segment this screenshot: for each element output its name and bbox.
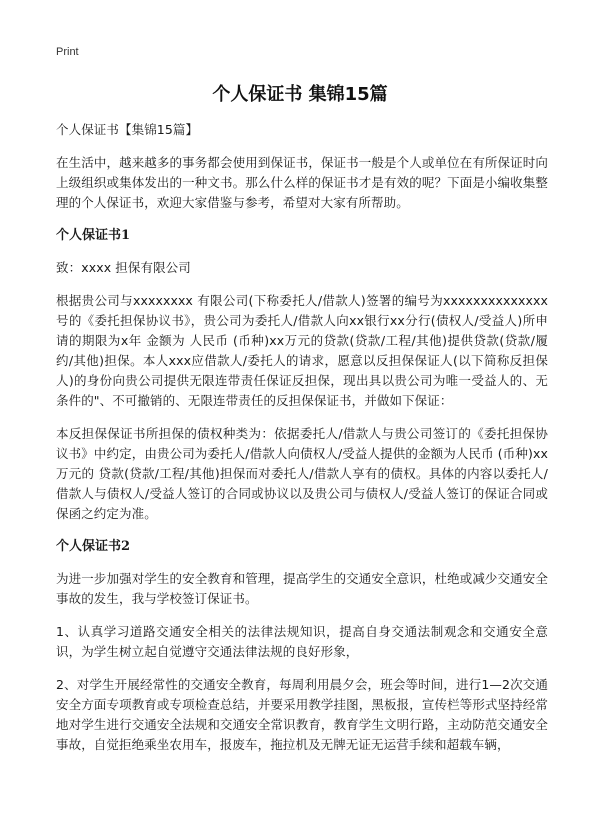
salutation: 致：xxxx 担保有限公司 <box>56 260 191 275</box>
section-heading-2: 个人保证书2 <box>56 539 131 554</box>
section-heading-1: 个人保证书1 <box>56 228 131 243</box>
print-label: Print <box>56 46 79 58</box>
section2-paragraph-2: 1、认真学习道路交通安全相关的法律法规知识，提高自身交通法制观念和交通安全意识，为学生树立起自觉遵守交通法律法规的良好形象， <box>56 624 548 659</box>
page-title: 个人保证书 集锦15篇 <box>212 84 388 105</box>
section2-paragraph-3: 2、对学生开展经常性的交通安全教育，每周利用晨夕会，班会等时间，进行1—2次交通安全方面专项教育或专项检查总结，并要采用教学挂图，黑板报，宣传栏等形式坚持经常地对学生进行交通安全法规和交通安全常识教育，教育学生文明行路，主动防范交通安全事故，自觉拒绝乘坐农用车，报废车，拖拉机及无牌无证无运营手续和超载车辆， <box>56 677 548 752</box>
document-subtitle: 个人保证书【集锦15篇】 <box>56 122 199 137</box>
section2-paragraph-1: 为进一步加强对学生的安全教育和管理，提高学生的交通安全意识，杜绝或减少交通安全事故的发生，我与学校签订保证书。 <box>56 571 548 606</box>
document-body <box>56 120 548 768</box>
intro-paragraph: 在生活中，越来越多的事务都会使用到保证书，保证书一般是个人或单位在有所保证时向上级组织或集体发出的一种文书。那么什么样的保证书才是有效的呢？下面是小编收集整理的个人保证书，欢迎大家借鉴与参考，希望对大家有所帮助。 <box>56 155 548 210</box>
section1-paragraph-2: 本反担保保证书所担保的债权种类为：依据委托人/借款人与贵公司签订的《委托担保协议书》中约定，由贵公司为委托人/借款人向债权人/受益人提供的金额为人民币 (币种)xx万元的 贷款(贷款/工程/其他)担保而对委托人/借款人享有的债权。具体的内容以委托人/借款人与债权人/受益人签订的合同或协议以及贵公司与债权人/受益人签订的保证合同或保函之约定为准。 <box>56 426 548 521</box>
section1-paragraph-1: 根据贵公司与xxxxxxxx 有限公司(下称委托人/借款人)签署的编号为xxxxxxxxxxxxxx号的《委托担保协议书》，贵公司为委托人/借款人向xx银行xx分行(债权人/受益人)所申请的期限为x年 金额为 人民币 (币种)xx万元的贷款(贷款/工程/其他)提供贷款(贷款/履约/其他)担保。本人xxx应借款人/委托人的请求，愿意以反担保保证人(以下简称反担保人)的身份向贵公司提供无限连带责任保证反担保，现出具以贵公司为唯一受益人的、无条件的"、不可撤销的、无限连带责任的反担保保证书，并做如下保证： <box>56 293 548 408</box>
